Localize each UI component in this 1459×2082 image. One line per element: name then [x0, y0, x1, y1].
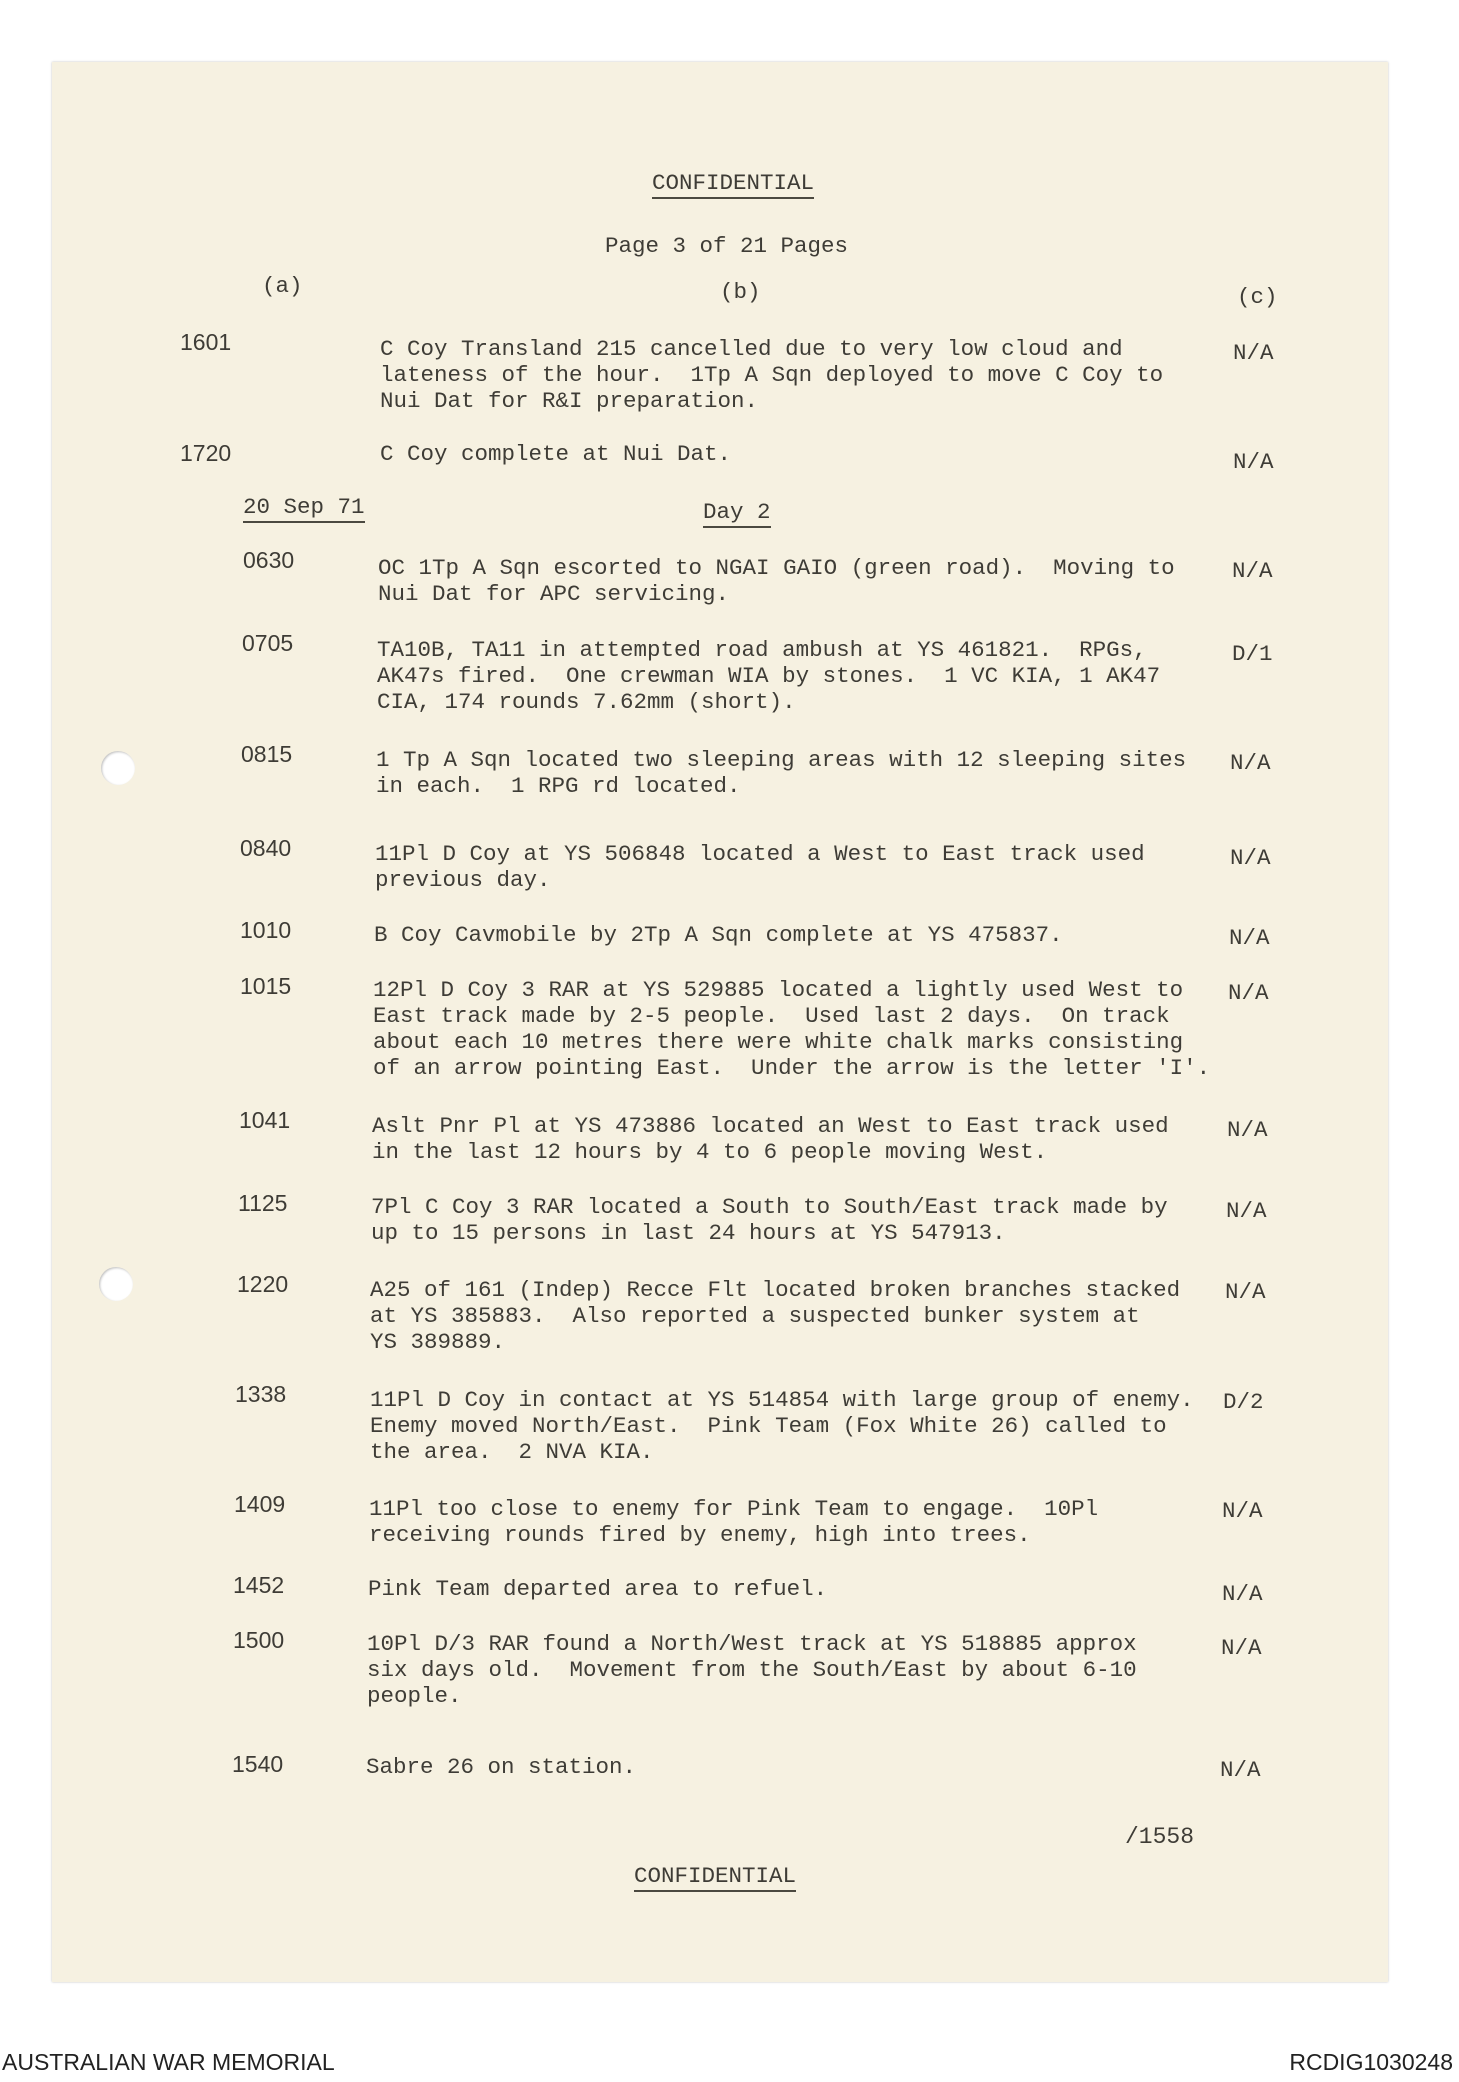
entry-reference: N/A	[1232, 558, 1273, 584]
entry-time: 1500	[233, 1627, 285, 1653]
column-header-a: (a)	[262, 273, 303, 299]
entry-description: Sabre 26 on station.	[366, 1754, 637, 1780]
entry-reference: N/A	[1228, 980, 1269, 1006]
entry-reference: N/A	[1227, 1117, 1268, 1143]
entry-time: 1010	[240, 917, 292, 943]
entry-reference: N/A	[1233, 340, 1274, 366]
entry-description: OC 1Tp A Sqn escorted to NGAI GAIO (green road). Moving to Nui Dat for APC servicing.	[378, 555, 1175, 607]
entry-time: 1409	[234, 1491, 286, 1517]
entry-time: 1601	[180, 329, 232, 355]
entry-reference: N/A	[1221, 1635, 1262, 1661]
entry-time: 1540	[232, 1751, 284, 1777]
entry-reference: N/A	[1230, 845, 1271, 871]
entry-description: B Coy Cavmobile by 2Tp A Sqn complete at YS 475837.	[374, 922, 1063, 948]
entry-time: 0840	[240, 835, 292, 861]
continuation-marker: /1558	[1125, 1824, 1195, 1850]
entry-time: 1452	[233, 1572, 285, 1598]
entry-reference: N/A	[1226, 1198, 1267, 1224]
entry-time: 0815	[241, 741, 293, 767]
section-day: Day 2	[703, 499, 771, 525]
classification-header: CONFIDENTIAL	[652, 170, 814, 196]
entry-description: 7Pl C Coy 3 RAR located a South to South/East track made by up to 15 persons in last 24 hours at YS 547913.	[371, 1194, 1168, 1246]
entry-description: 10Pl D/3 RAR found a North/West track at YS 518885 approx six days old. Movement from the South/East by about 6-10 people.	[367, 1631, 1137, 1709]
entry-description: 1 Tp A Sqn located two sleeping areas with 12 sleeping sites in each. 1 RPG rd located.	[376, 747, 1187, 799]
column-header-c: (c)	[1237, 284, 1278, 310]
entry-reference: N/A	[1233, 449, 1274, 475]
entry-time: 0705	[242, 630, 294, 656]
entry-description: Pink Team departed area to refuel.	[368, 1576, 828, 1602]
entry-description: A25 of 161 (Indep) Recce Flt located broken branches stacked at YS 385883. Also reported a suspected bunker system at YS 389889.	[370, 1277, 1181, 1355]
entry-reference: N/A	[1222, 1581, 1263, 1607]
entry-reference: N/A	[1229, 925, 1270, 951]
entry-reference: D/1	[1232, 641, 1273, 667]
column-header-b: (b)	[720, 279, 761, 305]
entry-reference: D/2	[1223, 1389, 1264, 1415]
entry-description: TA10B, TA11 in attempted road ambush at YS 461821. RPGs, AK47s fired. One crewman WIA by stones. 1 VC KIA, 1 AK47 CIA, 174 rounds 7.62mm (short).	[377, 637, 1161, 715]
entry-time: 1220	[237, 1271, 289, 1297]
entry-time: 1041	[239, 1107, 291, 1133]
entry-description: C Coy complete at Nui Dat.	[380, 441, 732, 467]
entry-time: 0630	[243, 547, 295, 573]
entry-description: 11Pl D Coy at YS 506848 located a West to East track used previous day.	[375, 841, 1145, 893]
entry-reference: N/A	[1230, 750, 1271, 776]
entry-description: Aslt Pnr Pl at YS 473886 located an West to East track used in the last 12 hours by 4 to 6 people moving West.	[372, 1113, 1169, 1165]
entry-time: 1015	[240, 973, 292, 999]
page-indicator: Page 3 of 21 Pages	[605, 233, 849, 259]
punch-hole	[101, 751, 135, 785]
punch-hole	[99, 1267, 133, 1301]
entry-description: 11Pl D Coy in contact at YS 514854 with large group of enemy. Enemy moved North/East. Pink Team (Fox White 26) called to the area. 2 NVA KIA.	[370, 1387, 1194, 1465]
classification-footer: CONFIDENTIAL	[634, 1863, 796, 1889]
entry-description: C Coy Transland 215 cancelled due to very low cloud and lateness of the hour. 1Tp A Sqn deployed to move C Coy to Nui Dat for R&I preparation.	[380, 336, 1164, 414]
entry-reference: N/A	[1225, 1279, 1266, 1305]
archive-credit: AUSTRALIAN WAR MEMORIAL	[2, 2049, 335, 2075]
entry-reference: N/A	[1220, 1757, 1261, 1783]
entry-time: 1125	[238, 1190, 288, 1216]
section-date: 20 Sep 71	[243, 494, 365, 520]
entry-time: 1720	[180, 440, 232, 466]
entry-description: 12Pl D Coy 3 RAR at YS 529885 located a lightly used West to East track made by 2-5 people. Used last 2 days. On track about each 10 metres there were white chalk marks consisting of an arrow pointing East. Under the arrow is the letter 'I'.	[373, 977, 1211, 1081]
entry-description: 11Pl too close to enemy for Pink Team to engage. 10Pl receiving rounds fired by enemy, high into trees.	[369, 1496, 1099, 1548]
entry-reference: N/A	[1222, 1498, 1263, 1524]
archive-reference-id: RCDIG1030248	[1289, 2049, 1453, 2075]
entry-time: 1338	[235, 1381, 287, 1407]
